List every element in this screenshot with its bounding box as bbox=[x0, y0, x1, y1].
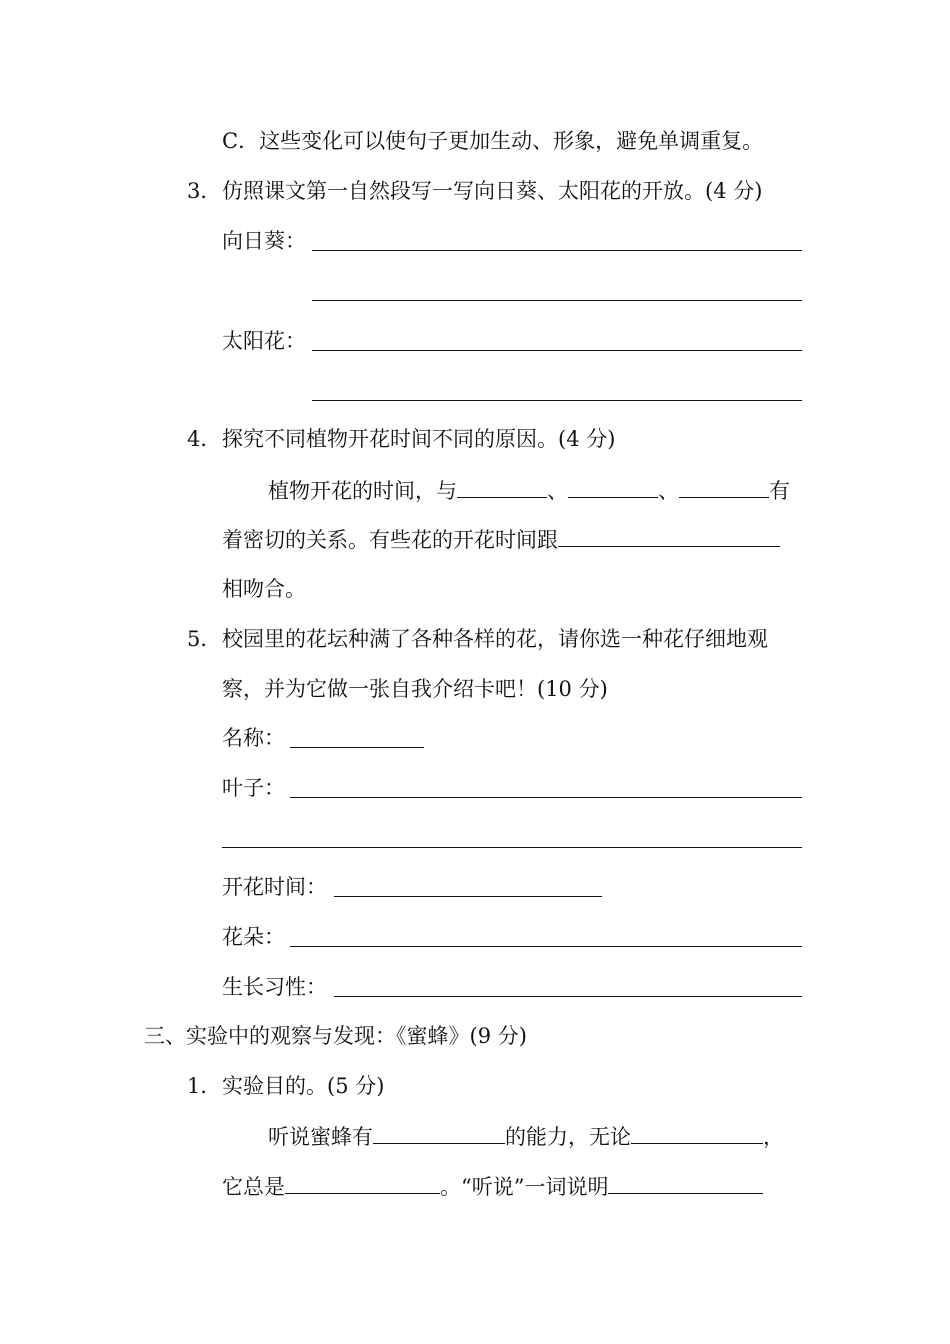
s3-paragraph-line-2 bbox=[222, 1171, 763, 1201]
q4-blank-4[interactable] bbox=[558, 524, 780, 547]
portulaca-label: 太阳花： bbox=[222, 329, 306, 353]
s3-blank-2[interactable] bbox=[631, 1121, 763, 1144]
name-answer-line[interactable] bbox=[290, 747, 424, 748]
q4-p1-start: 植物开花的时间，与 bbox=[268, 479, 457, 503]
s3-blank-4[interactable] bbox=[608, 1171, 763, 1194]
bloom-time-answer-line[interactable] bbox=[334, 896, 602, 897]
s3-blank-1[interactable] bbox=[373, 1121, 505, 1144]
section-3-title: 三、实验中的观察与发现：《蜜蜂》(9 分) bbox=[144, 1024, 527, 1048]
s3-p2-mid: 。“听说”一词说明 bbox=[440, 1175, 609, 1199]
q5-text-line-2: 察，并为它做一张自我介绍卡吧！(10 分) bbox=[222, 677, 608, 701]
s3-q1-number: 1． bbox=[187, 1074, 222, 1098]
q4-sep-1: 、 bbox=[547, 479, 568, 503]
q3-number: 3． bbox=[187, 179, 222, 203]
name-label: 名称： bbox=[222, 726, 285, 750]
bloom-time-label: 开花时间： bbox=[222, 875, 327, 899]
habit-label: 生长习性： bbox=[222, 975, 327, 999]
sunflower-answer-line-2[interactable] bbox=[312, 300, 802, 301]
flower-label: 花朵： bbox=[222, 925, 285, 949]
q4-paragraph-line-2 bbox=[222, 524, 780, 554]
sunflower-label: 向日葵： bbox=[222, 229, 306, 253]
flower-answer-line[interactable] bbox=[290, 946, 802, 947]
q4-number: 4． bbox=[187, 427, 222, 451]
q4-p2-start: 着密切的关系。有些花的开花时间跟 bbox=[222, 528, 558, 552]
s3-p2-start: 它总是 bbox=[222, 1175, 285, 1199]
q4-sep-2: 、 bbox=[658, 479, 679, 503]
s3-blank-3[interactable] bbox=[285, 1171, 440, 1194]
leaf-answer-line-1[interactable] bbox=[290, 797, 802, 798]
leaf-answer-line-2[interactable] bbox=[222, 847, 802, 848]
q5-number: 5． bbox=[187, 627, 222, 651]
q5-text-line-1: 校园里的花坛种满了各种各样的花，请你选一种花仔细地观 bbox=[222, 627, 768, 651]
habit-answer-line[interactable] bbox=[334, 996, 802, 997]
portulaca-answer-line-2[interactable] bbox=[312, 400, 802, 401]
q4-paragraph-line-3: 相吻合。 bbox=[222, 577, 306, 601]
q4-blank-1[interactable] bbox=[457, 475, 547, 498]
s3-paragraph-line-1 bbox=[268, 1121, 784, 1151]
s3-p1-mid: 的能力，无论 bbox=[505, 1125, 631, 1149]
q3-text: 仿照课文第一自然段写一写向日葵、太阳花的开放。(4 分) bbox=[222, 179, 763, 203]
q4-blank-2[interactable] bbox=[568, 475, 658, 498]
q4-text: 探究不同植物开花时间不同的原因。(4 分) bbox=[222, 427, 616, 451]
s3-p1-end: ， bbox=[763, 1125, 784, 1149]
leaf-label: 叶子： bbox=[222, 776, 285, 800]
q4-p1-end: 有 bbox=[769, 479, 790, 503]
s3-p1-start: 听说蜜蜂有 bbox=[268, 1125, 373, 1149]
q4-paragraph-line-1 bbox=[268, 475, 790, 505]
option-c-text: C．这些变化可以使句子更加生动、形象，避免单调重复。 bbox=[222, 129, 764, 153]
s3-q1-text: 实验目的。(5 分) bbox=[222, 1074, 385, 1098]
q4-blank-3[interactable] bbox=[679, 475, 769, 498]
sunflower-answer-line-1[interactable] bbox=[312, 250, 802, 251]
portulaca-answer-line-1[interactable] bbox=[312, 350, 802, 351]
